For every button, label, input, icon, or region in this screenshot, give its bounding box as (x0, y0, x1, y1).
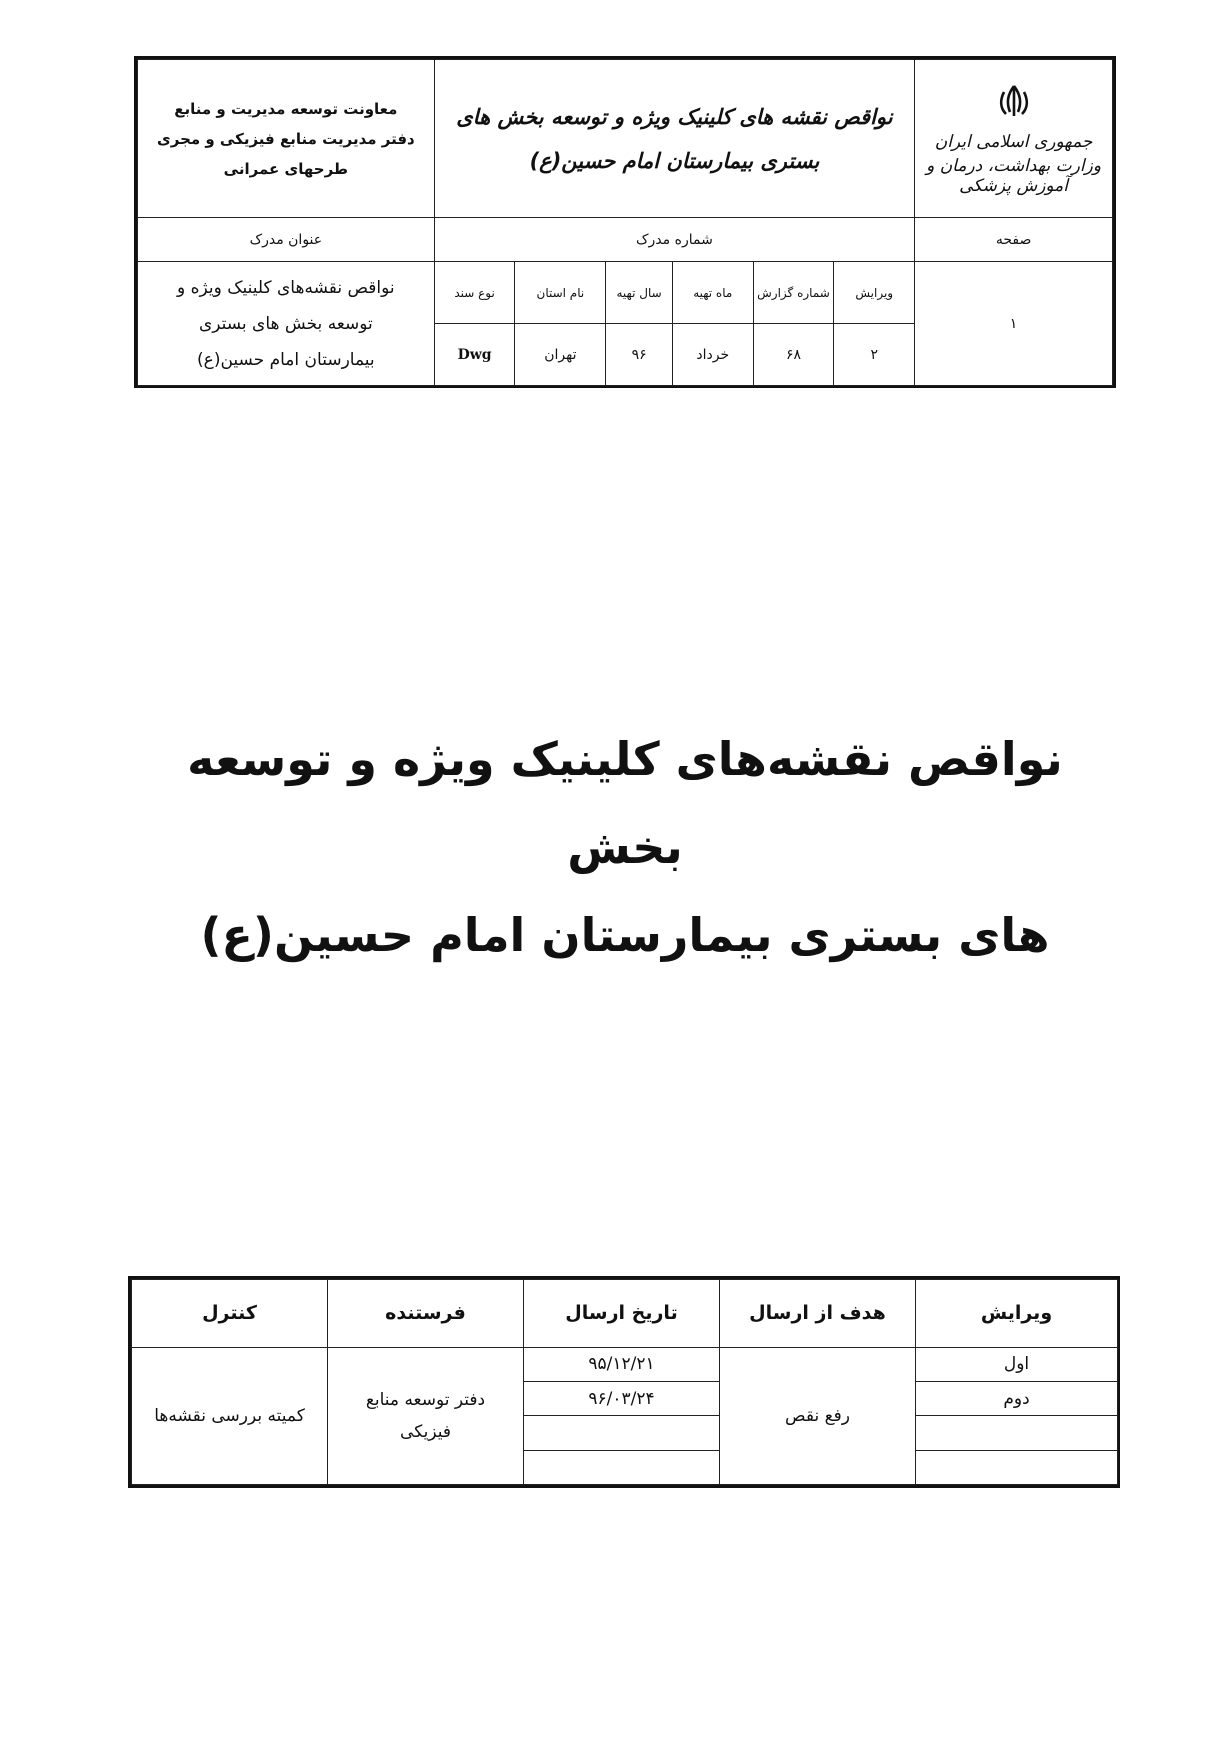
header-send-date: تاریخ ارسال (524, 1280, 720, 1348)
date-cell-2: ۹۶/۰۳/۲۴ (524, 1381, 720, 1415)
header-purpose: هدف از ارسال (720, 1280, 916, 1348)
page-label: صفحه (915, 218, 1113, 262)
sender-line-1: دفتر توسعه منابع (365, 1389, 486, 1410)
ministry-logo-cell (915, 60, 1113, 218)
office-line-3: طرحهای عمرانی (223, 159, 349, 178)
doc-number-label: شماره مدرک (434, 218, 914, 262)
val-month: خرداد (672, 324, 753, 386)
header-title-cell (434, 60, 914, 218)
office-cell (138, 60, 435, 218)
header-title-line-2: بستری بیمارستان امام حسین(ع) (529, 148, 820, 173)
col-year: سال تهیه (606, 262, 673, 324)
val-revision: ۲ (834, 324, 915, 386)
office-line-2: دفتر مدیریت منابع فیزیکی و مجری (156, 129, 415, 148)
doc-title-line-2: توسعه بخش های بستری (198, 313, 373, 334)
revision-cell-2: دوم (916, 1381, 1118, 1415)
doc-title-line-1: نواقص نقشه‌های کلینیک ویژه و (177, 277, 395, 298)
header-title-line-1: نواقص نقشه های کلینیک ویژه و توسعه بخش های (456, 104, 893, 129)
sender-line-2: فیزیکی (400, 1421, 451, 1442)
sender-cell (328, 1347, 524, 1484)
val-province: تهران (515, 324, 606, 386)
header-control: کنترل (132, 1280, 328, 1348)
distribution-table (128, 1276, 1120, 1488)
iran-emblem-icon (915, 82, 1112, 128)
val-year: ۹۶ (606, 324, 673, 386)
main-title-line-2: های بستری بیمارستان امام حسین(ع) (200, 908, 1050, 962)
date-cell-3 (524, 1416, 720, 1450)
col-revision: ویرایش (834, 262, 915, 324)
office-line-1: معاونت توسعه مدیریت و منابع (174, 99, 398, 118)
revision-cell-1: اول (916, 1347, 1118, 1381)
doc-title-label: عنوان مدرک (138, 218, 435, 262)
control-cell: کمیته بررسی نقشه‌ها (132, 1347, 328, 1484)
ministry-script: وزارت بهداشت، درمان و آموزش پزشکی (926, 155, 1102, 196)
document-header (134, 56, 1116, 388)
doc-title-line-3: بیمارستان امام حسین(ع) (197, 349, 375, 370)
revision-cell-3 (916, 1416, 1118, 1450)
col-month: ماه تهیه (672, 262, 753, 324)
val-report-no: ۶۸ (753, 324, 834, 386)
page-number: ۱ (915, 262, 1113, 386)
col-doc-type: نوع سند (434, 262, 515, 324)
main-title (134, 715, 1116, 979)
col-report-no: شماره گزارش (753, 262, 834, 324)
purpose-cell: رفع نقص (720, 1347, 916, 1484)
doc-title-cell (138, 262, 435, 386)
col-province: نام استان (515, 262, 606, 324)
republic-script: جمهوری اسلامی ایران (934, 131, 1093, 152)
val-doc-type: Dwg (434, 324, 515, 386)
revision-cell-4 (916, 1450, 1118, 1484)
date-cell-4 (524, 1450, 720, 1484)
header-sender: فرستنده (328, 1280, 524, 1348)
date-cell-1: ۹۵/۱۲/۲۱ (524, 1347, 720, 1381)
header-revision: ویرایش (916, 1280, 1118, 1348)
main-title-line-1: نواقص نقشه‌های کلینیک ویژه و توسعه بخش (187, 732, 1063, 874)
